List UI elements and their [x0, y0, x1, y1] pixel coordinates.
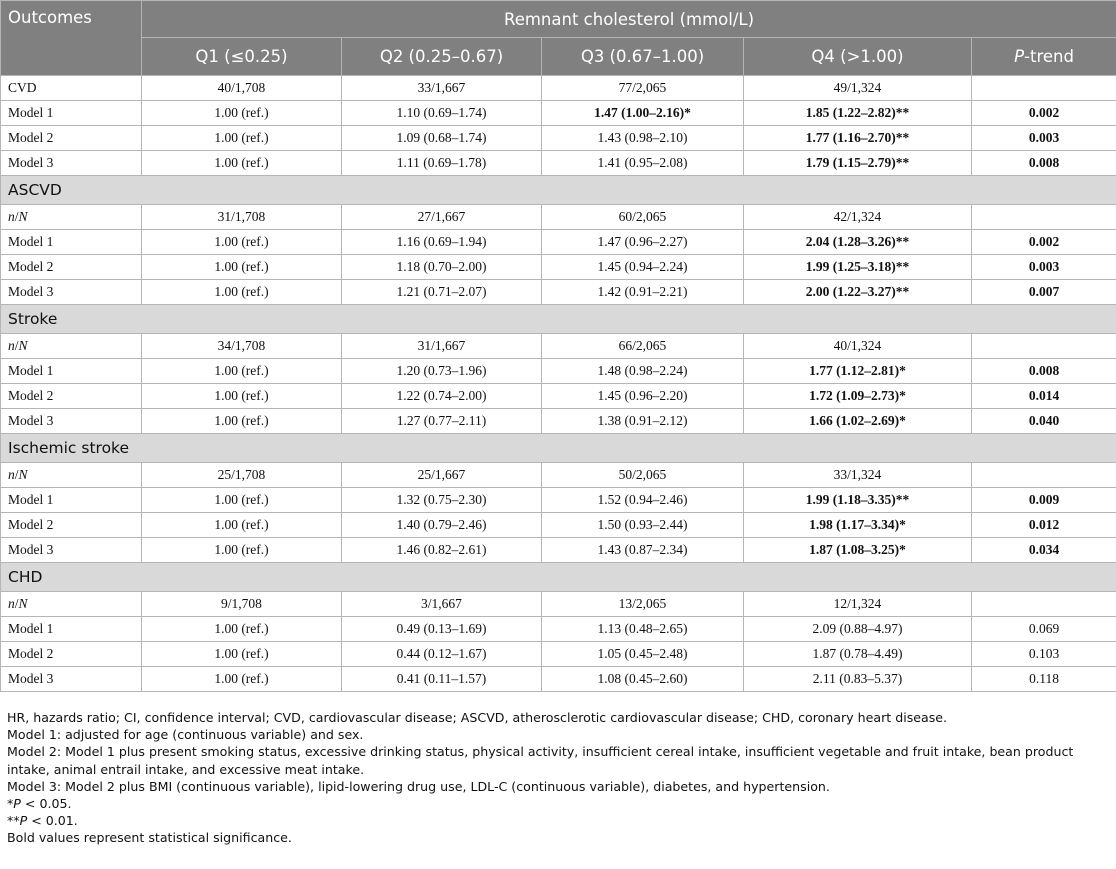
table-cell: 3/1,667: [342, 592, 542, 617]
footnote-significance-005: *P < 0.05.: [7, 796, 72, 812]
table-cell: 1.77 (1.16–2.70)**: [744, 126, 972, 151]
row-label: Model 3: [1, 409, 142, 434]
row-label-n-over-n: n/N: [1, 205, 142, 230]
table-cell: 0.040: [972, 409, 1116, 434]
row-label: Model 2: [1, 126, 142, 151]
table-cell: [972, 592, 1116, 617]
table-row: [1, 617, 1116, 642]
table-row: [1, 488, 1116, 513]
q1-header: Q1 (≤0.25): [142, 38, 342, 76]
row-label: Model 1: [1, 101, 142, 126]
section-title: Stroke: [1, 305, 1116, 334]
table-cell: 1.77 (1.12–2.81)*: [744, 359, 972, 384]
footnote-abbreviations: HR, hazards ratio; CI, confidence interval; CVD, cardiovascular disease; ASCVD, atherosclerotic cardiovascular disease; CHD, coronary heart disease.: [7, 710, 948, 725]
table-cell: 12/1,324: [744, 592, 972, 617]
table-cell: 1.18 (0.70–2.00): [342, 255, 542, 280]
q4-header: Q4 (>1.00): [744, 38, 972, 76]
section-row-chd: [1, 563, 1116, 592]
table-cell: 1.45 (0.94–2.24): [542, 255, 744, 280]
table-cell: 2.04 (1.28–3.26)**: [744, 230, 972, 255]
table-cell: 1.00 (ref.): [142, 255, 342, 280]
header-row-2: [1, 38, 1116, 76]
table-cell: 1.11 (0.69–1.78): [342, 151, 542, 176]
table-cell: [972, 205, 1116, 230]
footnote-model-1: Model 1: adjusted for age (continuous variable) and sex.: [7, 727, 364, 743]
table-cell: 1.00 (ref.): [142, 230, 342, 255]
row-label: Model 3: [1, 280, 142, 305]
table-cell: 0.003: [972, 126, 1116, 151]
table-cell: 1.27 (0.77–2.11): [342, 409, 542, 434]
table-cell: 0.002: [972, 230, 1116, 255]
q3-header: Q3 (0.67–1.00): [542, 38, 744, 76]
table-row: [1, 205, 1116, 230]
table-cell: 1.00 (ref.): [142, 359, 342, 384]
row-label: Model 2: [1, 255, 142, 280]
table-row: [1, 76, 1116, 101]
table-row: [1, 280, 1116, 305]
table-cell: 1.13 (0.48–2.65): [542, 617, 744, 642]
table-cell: 1.99 (1.18–3.35)**: [744, 488, 972, 513]
table-cell: 31/1,708: [142, 205, 342, 230]
table-cell: 1.87 (0.78–4.49): [744, 642, 972, 667]
table-cell: 1.20 (0.73–1.96): [342, 359, 542, 384]
table-row: [1, 513, 1116, 538]
table-cell: 27/1,667: [342, 205, 542, 230]
table-row: [1, 334, 1116, 359]
section-title: ASCVD: [1, 176, 1116, 205]
row-label: Model 3: [1, 151, 142, 176]
table-row: [1, 101, 1116, 126]
table-cell: 2.09 (0.88–4.97): [744, 617, 972, 642]
table-row: [1, 409, 1116, 434]
table-cell: 40/1,324: [744, 334, 972, 359]
row-label: Model 2: [1, 384, 142, 409]
table-cell: 0.44 (0.12–1.67): [342, 642, 542, 667]
row-label: Model 1: [1, 617, 142, 642]
table-cell: 0.003: [972, 255, 1116, 280]
table-cell: 1.48 (0.98–2.24): [542, 359, 744, 384]
table-cell: 66/2,065: [542, 334, 744, 359]
table-cell: 1.42 (0.91–2.21): [542, 280, 744, 305]
table-cell: 1.00 (ref.): [142, 126, 342, 151]
table-cell: 1.00 (ref.): [142, 538, 342, 563]
table-cell: 2.11 (0.83–5.37): [744, 667, 972, 692]
row-label: Model 1: [1, 359, 142, 384]
table-cell: [972, 463, 1116, 488]
table-cell: 1.00 (ref.): [142, 384, 342, 409]
table-cell: 1.87 (1.08–3.25)*: [744, 538, 972, 563]
table-cell: 1.66 (1.02–2.69)*: [744, 409, 972, 434]
table-row: [1, 359, 1116, 384]
table-cell: 60/2,065: [542, 205, 744, 230]
section-row-stroke: [1, 305, 1116, 334]
table-cell: 1.21 (0.71–2.07): [342, 280, 542, 305]
table-cell: 33/1,667: [342, 76, 542, 101]
row-label: Model 3: [1, 667, 142, 692]
table-cell: 1.52 (0.94–2.46): [542, 488, 744, 513]
table-row: [1, 255, 1116, 280]
table-cell: 1.16 (0.69–1.94): [342, 230, 542, 255]
table-cell: 13/2,065: [542, 592, 744, 617]
table-row: [1, 463, 1116, 488]
footnote-bold-values: Bold values represent statistical significance.: [7, 830, 292, 846]
row-label: Model 2: [1, 642, 142, 667]
table-row: [1, 230, 1116, 255]
table-row: [1, 151, 1116, 176]
table-cell: 9/1,708: [142, 592, 342, 617]
table-cell: 33/1,324: [744, 463, 972, 488]
table-cell: 0.41 (0.11–1.57): [342, 667, 542, 692]
table-cell: 0.008: [972, 359, 1116, 384]
table-cell: 1.85 (1.22–2.82)**: [744, 101, 972, 126]
row-label: Model 1: [1, 488, 142, 513]
table-cell: 1.00 (ref.): [142, 101, 342, 126]
table-cell: 77/2,065: [542, 76, 744, 101]
table-cell: 1.00 (ref.): [142, 280, 342, 305]
row-label: Model 2: [1, 513, 142, 538]
table-cell: 0.118: [972, 667, 1116, 692]
remnant-cholesterol-header: Remnant cholesterol (mmol/L): [142, 1, 1116, 38]
table-cell: 1.10 (0.69–1.74): [342, 101, 542, 126]
table-cell: 0.034: [972, 538, 1116, 563]
table-cell: 42/1,324: [744, 205, 972, 230]
table-cell: 1.00 (ref.): [142, 667, 342, 692]
table-cell: 1.79 (1.15–2.79)**: [744, 151, 972, 176]
header-row-1: [1, 1, 1116, 38]
footnote-model-3: Model 3: Model 2 plus BMI (continuous variable), lipid-lowering drug use, LDL-C (continuous variable), diabetes, and hypertension.: [7, 778, 830, 794]
table-cell: 1.00 (ref.): [142, 617, 342, 642]
table-cell: 25/1,667: [342, 463, 542, 488]
table-row: [1, 667, 1116, 692]
table-cell: 1.98 (1.17–3.34)*: [744, 513, 972, 538]
table-cell: [972, 334, 1116, 359]
table-cell: 0.009: [972, 488, 1116, 513]
table-cell: [972, 76, 1116, 101]
table-cell: 1.50 (0.93–2.44): [542, 513, 744, 538]
table-cell: 31/1,667: [342, 334, 542, 359]
table-cell: 0.069: [972, 617, 1116, 642]
row-label: CVD: [1, 76, 142, 101]
table-cell: 50/2,065: [542, 463, 744, 488]
table-cell: 1.40 (0.79–2.46): [342, 513, 542, 538]
table-cell: 0.007: [972, 280, 1116, 305]
section-row-ischemic-stroke: [1, 434, 1116, 463]
table-cell: 0.103: [972, 642, 1116, 667]
table-cell: 0.008: [972, 151, 1116, 176]
table-cell: 1.00 (ref.): [142, 513, 342, 538]
table-cell: 1.99 (1.25–3.18)**: [744, 255, 972, 280]
row-label: Model 3: [1, 538, 142, 563]
table-row: [1, 538, 1116, 563]
table-row: [1, 384, 1116, 409]
table-row: [1, 642, 1116, 667]
table-cell: 1.22 (0.74–2.00): [342, 384, 542, 409]
row-label: Model 1: [1, 230, 142, 255]
outcomes-header: Outcomes: [1, 1, 142, 76]
table-row: [1, 592, 1116, 617]
table-cell: 1.47 (1.00–2.16)*: [542, 101, 744, 126]
table-cell: 1.00 (ref.): [142, 409, 342, 434]
table-cell: 0.012: [972, 513, 1116, 538]
table-cell: 1.43 (0.87–2.34): [542, 538, 744, 563]
table-cell: 0.014: [972, 384, 1116, 409]
table-cell: 34/1,708: [142, 334, 342, 359]
table-cell: 1.08 (0.45–2.60): [542, 667, 744, 692]
table-cell: 0.002: [972, 101, 1116, 126]
table-cell: 1.38 (0.91–2.12): [542, 409, 744, 434]
p-trend-header: P-trend: [972, 38, 1116, 76]
table-cell: 1.47 (0.96–2.27): [542, 230, 744, 255]
table-cell: 49/1,324: [744, 76, 972, 101]
table-cell: 40/1,708: [142, 76, 342, 101]
table-row: [1, 126, 1116, 151]
table-cell: 25/1,708: [142, 463, 342, 488]
table-cell: 1.09 (0.68–1.74): [342, 126, 542, 151]
table-cell: 2.00 (1.22–3.27)**: [744, 280, 972, 305]
q2-header: Q2 (0.25–0.67): [342, 38, 542, 76]
table-cell: 1.46 (0.82–2.61): [342, 538, 542, 563]
table-cell: 1.00 (ref.): [142, 488, 342, 513]
table-cell: 1.43 (0.98–2.10): [542, 126, 744, 151]
row-label-n-over-n: n/N: [1, 463, 142, 488]
table-cell: 1.72 (1.09–2.73)*: [744, 384, 972, 409]
table-cell: 1.45 (0.96–2.20): [542, 384, 744, 409]
table-cell: 0.49 (0.13–1.69): [342, 617, 542, 642]
table-cell: 1.00 (ref.): [142, 642, 342, 667]
table-cell: 1.41 (0.95–2.08): [542, 151, 744, 176]
section-title: CHD: [1, 563, 1116, 592]
row-label-n-over-n: n/N: [1, 592, 142, 617]
row-label-n-over-n: n/N: [1, 334, 142, 359]
footnote-significance-001: **P < 0.01.: [7, 813, 78, 829]
table-cell: 1.32 (0.75–2.30): [342, 488, 542, 513]
section-title: Ischemic stroke: [1, 434, 1116, 463]
table-cell: 1.05 (0.45–2.48): [542, 642, 744, 667]
section-row-ascvd: [1, 176, 1116, 205]
table-cell: 1.00 (ref.): [142, 151, 342, 176]
table-footnotes: [7, 709, 1112, 847]
footnote-model-2: Model 2: Model 1 plus present smoking status, excessive drinking status, physical activity, insufficient cereal intake, insufficient vegetable and fruit intake, bean product intake, animal entrail intake, and excessive meat intake.: [7, 744, 1074, 777]
